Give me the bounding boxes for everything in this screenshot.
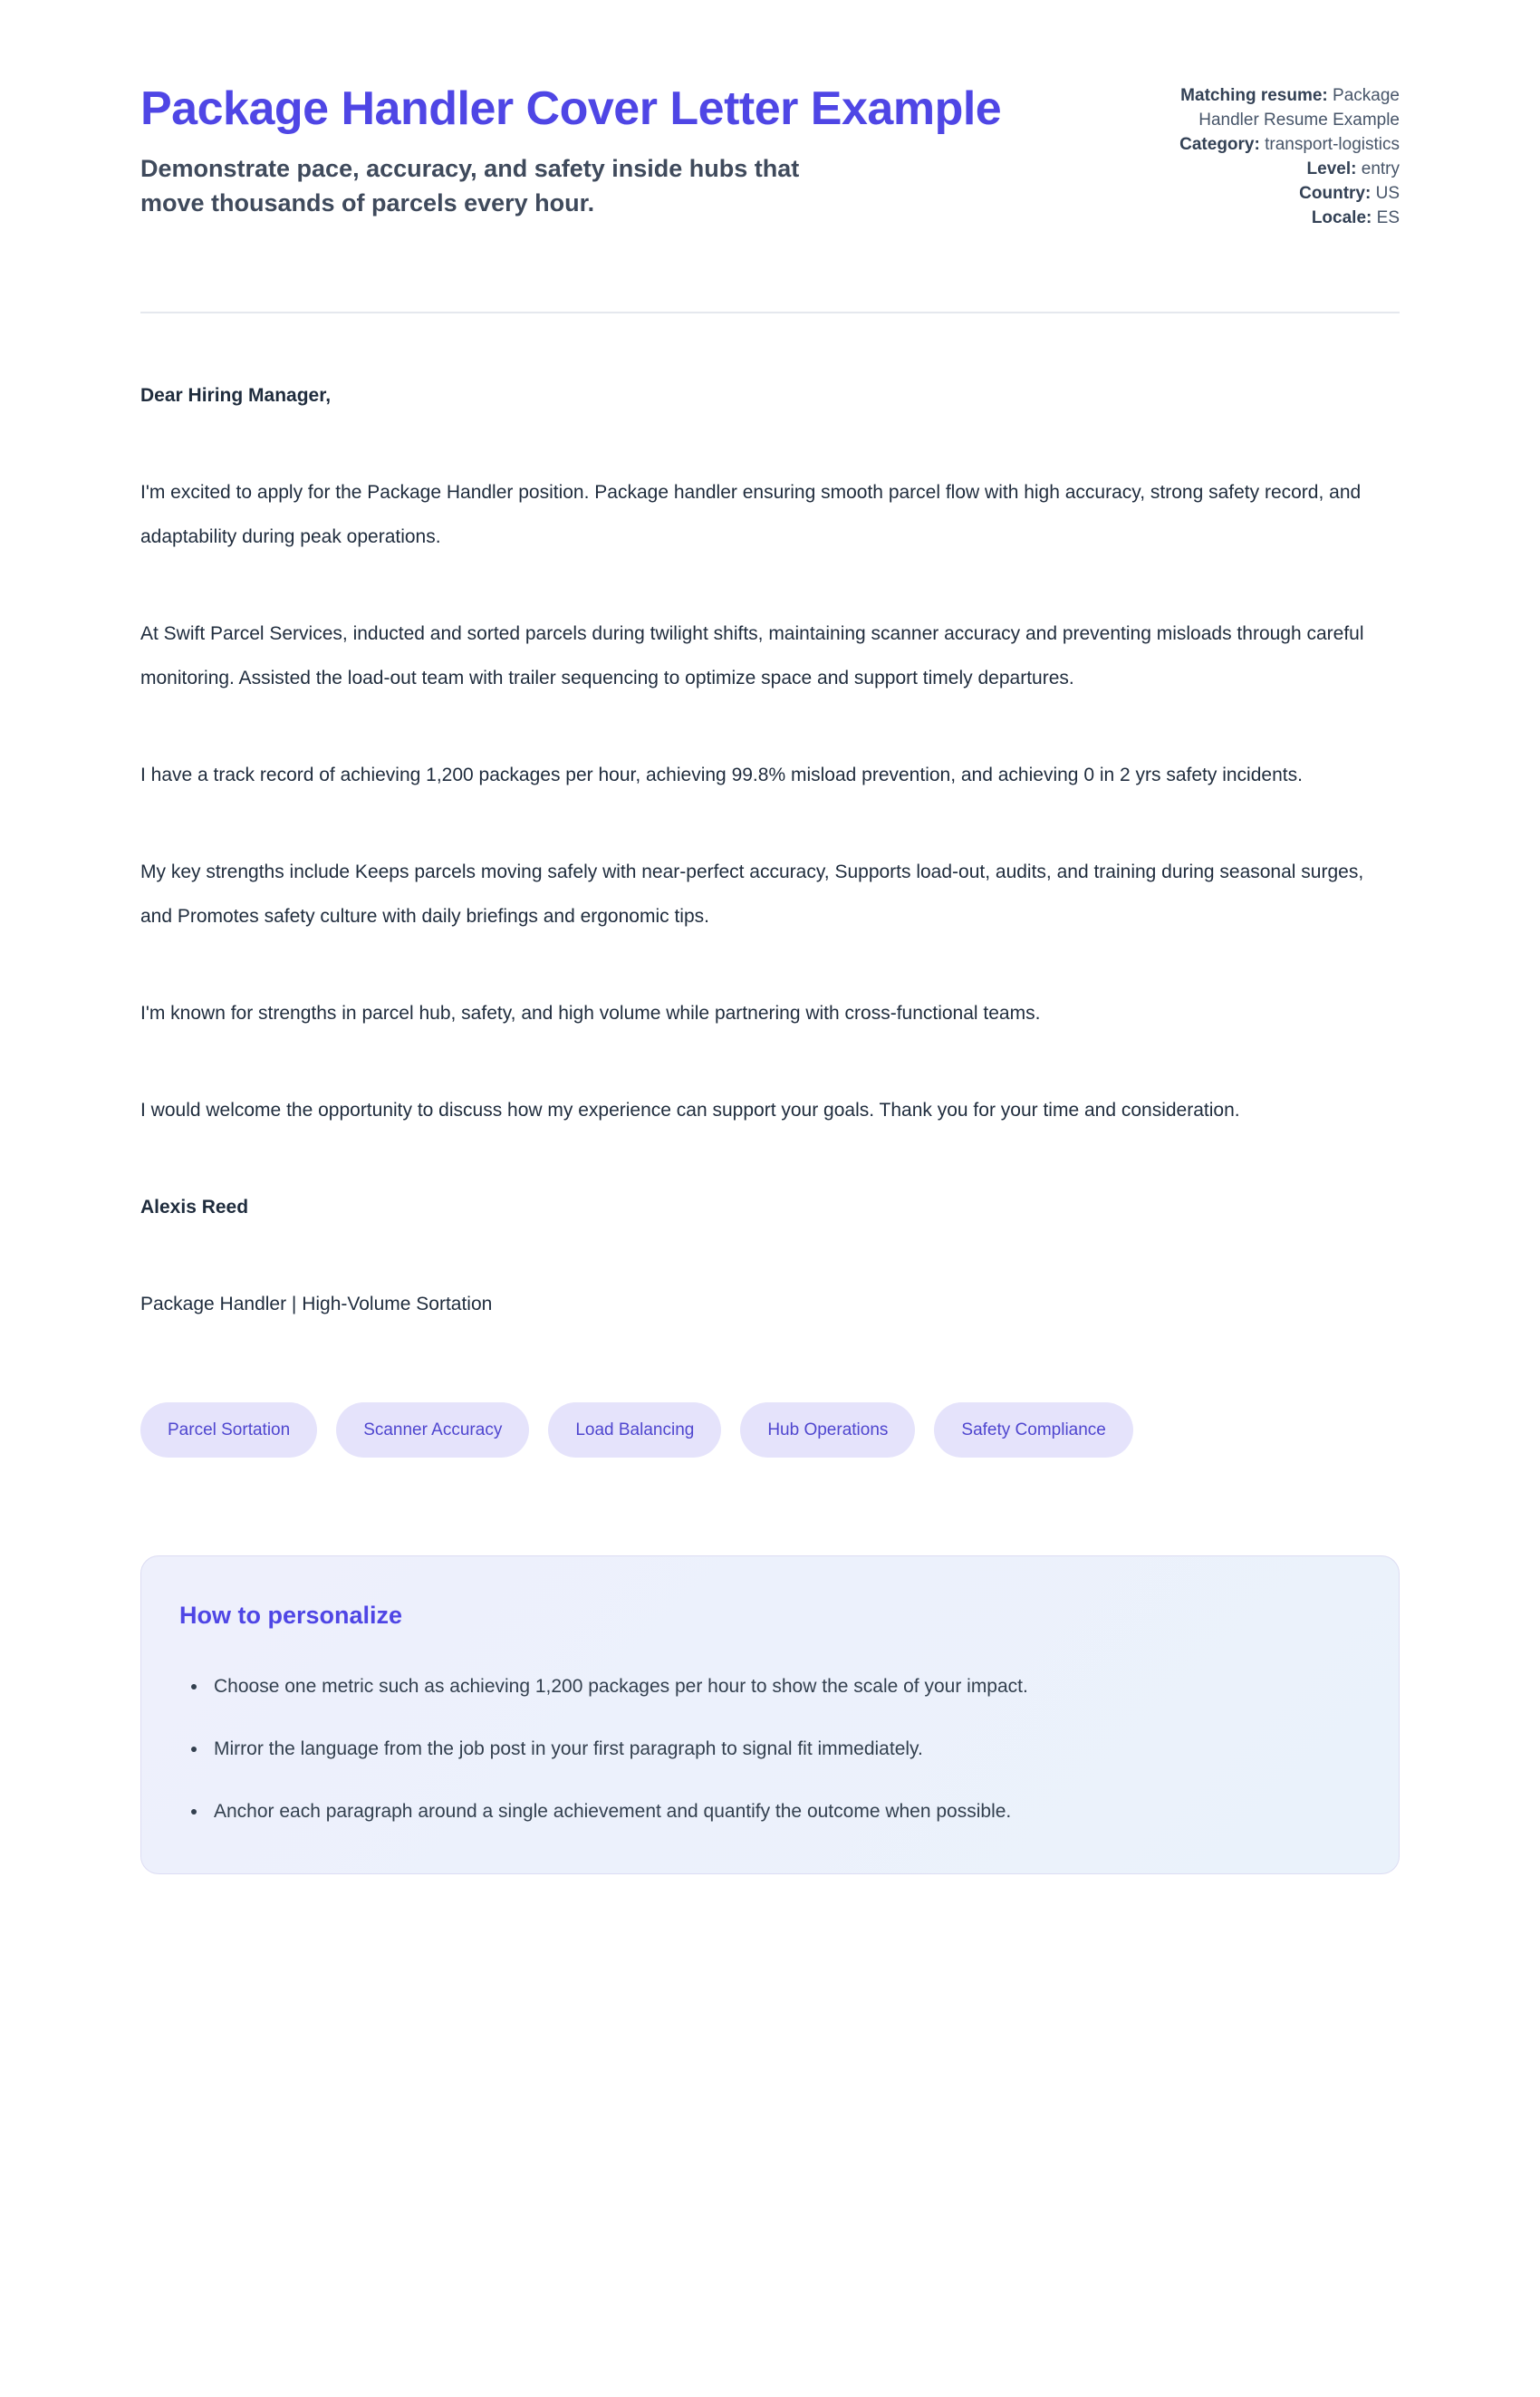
tag-hub-operations: Hub Operations [740,1402,915,1458]
signature-name: Alexis Reed [140,1197,249,1218]
letter-paragraph-intro: I'm excited to apply for the Package Handler position. Package handler ensuring smooth parcel flow with high accuracy, strong safety record, and adaptability during peak operations. [140,482,1362,547]
title-block [140,80,1001,220]
personalize-bullet-anchor-paragraph: • Anchor each paragraph around a single achievement and quantify the outcome when possible. [208,1789,1357,1834]
letter-body [140,373,1400,1326]
signature-block [140,1185,1400,1326]
personalize-bullet-metric: • Choose one metric such as achieving 1,200 packages per hour to show the scale of your impact. [208,1664,1357,1709]
meta-row-level [1160,157,1400,181]
meta-label: Locale: [1311,208,1372,227]
meta-label: Country: [1299,184,1372,203]
meta-label: Level: [1306,159,1357,178]
meta-row-matching-resume [1160,83,1400,132]
tag-load-balancing: Load Balancing [548,1402,721,1458]
personalize-heading: How to personalize [179,1602,403,1629]
personalize-card [140,1555,1400,1874]
meta-value: ES [1376,208,1400,227]
signature-role: Package Handler | High-Volume Sortation [140,1294,493,1314]
meta-row-category [1160,132,1400,157]
page-subtitle: Demonstrate pace, accuracy, and safety inside hubs that move thousands of parcels every hour. [140,155,800,217]
letter-paragraph-experience: At Swift Parcel Services, inducted and sorted parcels during twilight shifts, maintaining scanner accuracy and preventing misloads through careful monitoring. Assisted the load-out team with trailer sequencing to optimize space and support timely departures. [140,623,1364,688]
meta-label: Category: [1179,135,1260,154]
personalize-list [179,1664,1357,1834]
meta-block [1160,80,1400,230]
tag-safety-compliance: Safety Compliance [934,1402,1132,1458]
meta-value: transport-logistics [1265,135,1400,154]
meta-row-locale [1160,206,1400,230]
page-title: Package Handler Cover Letter Example [140,82,1002,135]
page-header [140,80,1400,230]
meta-value: Package Handler Resume Example [1198,86,1400,130]
header-divider [140,312,1400,313]
letter-paragraph-strengths: My key strengths include Keeps parcels moving safely with near-perfect accuracy, Supports load-out, audits, and training during seasonal surges, and Promotes safety culture with daily briefings and ergonomic tips. [140,862,1364,927]
tag-scanner-accuracy: Scanner Accuracy [336,1402,529,1458]
letter-paragraph-known-for: I'm known for strengths in parcel hub, safety, and high volume while partnering with cross-functional teams. [140,1003,1041,1024]
meta-value: entry [1361,159,1400,178]
skill-tags-row [140,1402,1400,1458]
letter-paragraph-closing: I would welcome the opportunity to discuss how my experience can support your goals. Thank you for your time and consideration. [140,1100,1240,1121]
letter-greeting: Dear Hiring Manager, [140,385,332,406]
meta-label: Matching resume: [1180,86,1328,105]
meta-row-country [1160,181,1400,206]
letter-paragraph-track-record: I have a track record of achieving 1,200 packages per hour, achieving 99.8% misload prevention, and achieving 0 in 2 yrs safety incidents. [140,765,1303,785]
meta-value: US [1375,184,1400,203]
tag-parcel-sortation: Parcel Sortation [140,1402,317,1458]
personalize-bullet-mirror-language: • Mirror the language from the job post in your first paragraph to signal fit immediately. [208,1727,1357,1771]
